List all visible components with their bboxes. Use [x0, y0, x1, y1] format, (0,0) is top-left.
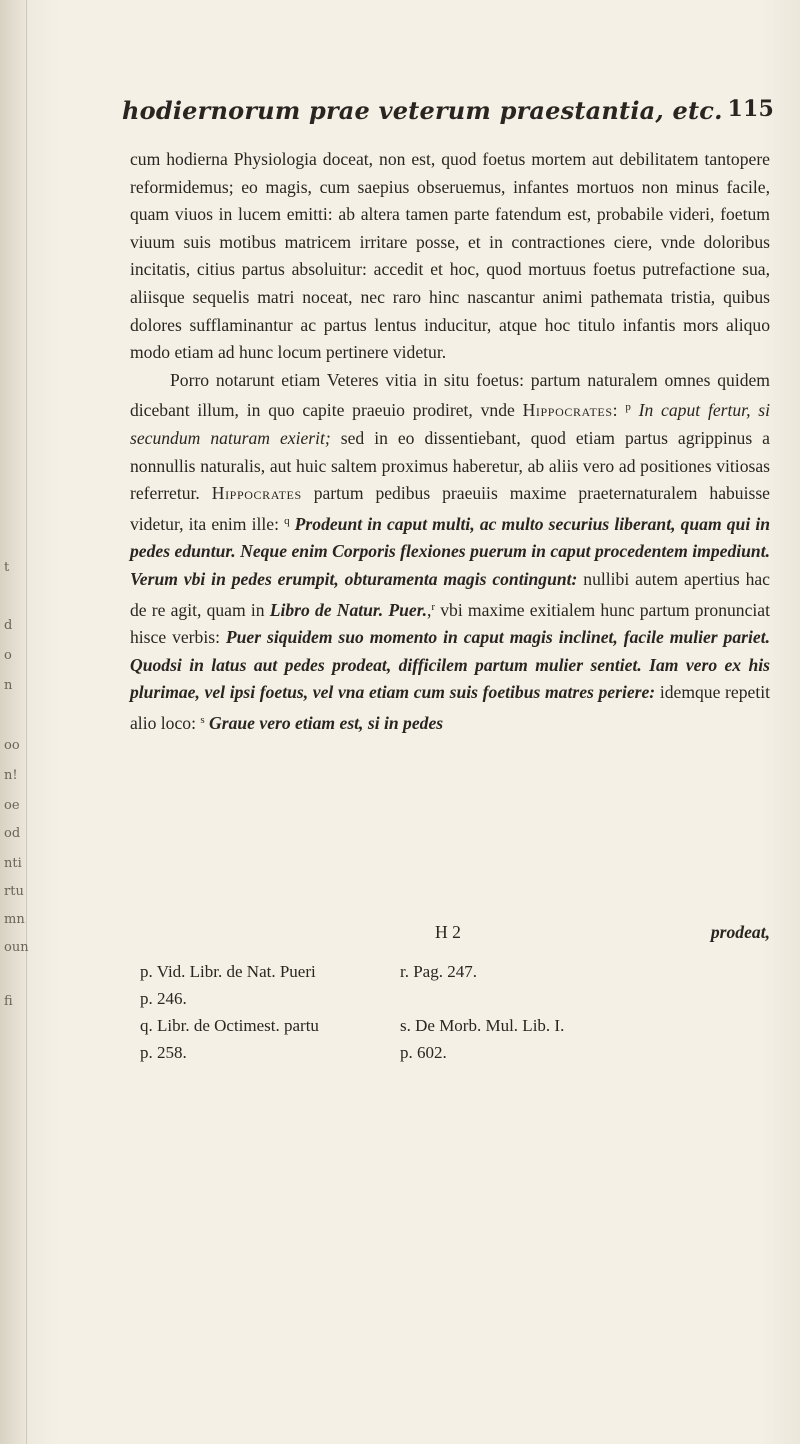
- footnote-p: p. Vid. Libr. de Nat. Pueri: [140, 962, 316, 981]
- paragraph-1: cum hodierna Physiologia doceat, non est, quod foetus mortem aut debilitatem tantopere reformidemus; eo magis, cum saepius obseruemus, infantes mortuos non minus facile, quam viuos in lucem emitti: ab altera tamen parte fatendum est, probabile videri, foetum viuum suis motibus matricem irritare posse, et in contractiones ciere, vnde doloribus incitatis, citius partus absoluitur: accedit et hoc, quod mortuus foetus putrefactione sua, aliisque sequelis matri noceat, nec raro hinc nascantur animi pathemata tristia, quibus dolores sufflaminantur ac partus lentus inducitur, atque hoc titulo infantis mors aliquo modo etiam ad hunc locum pertinere videtur.: [130, 149, 770, 363]
- text-run: Porro notarunt etiam Veteres vitia in situ foetus: partum naturalem omnes quidem dicebant illum, in quo capite praeuio prodiret, vnde: [130, 369, 770, 421]
- margin-fragment: nti: [4, 856, 22, 871]
- margin-fragment: oe: [4, 798, 20, 813]
- adjacent-page-edge: [0, 0, 27, 1444]
- margin-fragment: n!: [4, 768, 18, 783]
- footnote-ref-r: r: [431, 600, 436, 613]
- text-run: sed in eo dissentiebant, quod etiam partus agrippinus a nonnullis naturalis, aut huic saltem proximus haberetur, ab aliis vero ad positiones vitiosas referretur.: [130, 427, 770, 504]
- footnote-ref-s: s: [200, 713, 205, 726]
- quotation: In caput fertur, si secundum naturam exierit;: [130, 400, 770, 448]
- margin-fragment: d: [4, 618, 13, 633]
- text-run: nullibi autem apertius hac de re agit, quam in: [130, 568, 770, 620]
- work-title: Libro de Natur. Puer.: [269, 599, 427, 620]
- footnote-q: q. Libr. de Octimest. partu: [140, 1016, 319, 1035]
- margin-fragment: rtu: [4, 884, 24, 899]
- quotation: Graue vero etiam est, si in pedes: [209, 712, 444, 733]
- footnotes-left-column: [140, 958, 420, 1066]
- margin-fragment: oo: [4, 738, 20, 753]
- margin-fragment: n: [4, 678, 13, 693]
- footnote-ref-p: p: [625, 401, 631, 414]
- text-run: partum pedibus praeuiis maxime praeternaturalem habuisse videtur, ita enim ille:: [130, 483, 770, 534]
- margin-fragment: od: [4, 826, 21, 841]
- quotation: Puer siquidem suo momento in caput magis inclinet, facile mulier pariet. Quodsi in latus aut pedes prodeat, difficilem partum mulier sentiet. Iam vero ex his plurimae, vel ipsi foetus, vel vna etiam cum suis foetibus matres periere:: [130, 627, 770, 703]
- quotation: Prodeunt in caput multi, ac multo securius liberant, quam qui in pedes eduntur. Neque enim Corporis flexiones puerum in caput procedentem impediunt. Verum vbi in pedes erumpit, obturamenta magis contingunt:: [130, 513, 770, 589]
- footnote-s-cont: p. 602.: [400, 1043, 447, 1062]
- margin-fragment: fi: [4, 994, 13, 1009]
- author-name: Hippocrates: [211, 483, 302, 504]
- footnote-p-cont: p. 246.: [140, 989, 187, 1008]
- margin-fragment: mn: [4, 912, 25, 927]
- body-text: [130, 146, 770, 737]
- running-header: [122, 96, 774, 136]
- signature-mark: H 2: [435, 922, 461, 942]
- running-title: hodiernorum prae veterum praestantia, etc.: [122, 96, 723, 125]
- text-run: vbi maxime exitialem hunc partum pronunciat hisce verbis:: [130, 599, 770, 648]
- signature-line: [130, 922, 770, 950]
- page-number: 115: [727, 96, 774, 122]
- paragraph-2: Porro notarunt etiam Veteres vitia in situ foetus: partum naturalem omnes quidem dicebant illum, in quo capite praeuio prodiret, vnde Hippocrates: $^p$ In caput fertur, si secundum naturam exierit; sed in eo dissentiebant, quod etiam partus agrippinus a nonnullis naturalis, aut huic saltem proximus haberetur, ab aliis vero ad positiones vitiosas referretur. Hippocrates partum pedibus praeuiis maxime praeternaturalem habuisse videtur, ita enim ille: $^q$ Prodeunt in caput multi, ac multo securius liberant, quam qui in pedes eduntur. Neque enim Corporis flexiones puerum in caput procedentem impediunt. Verum vbi in pedes erumpit, obturamenta magis contingunt: nullibi autem apertius hac de re agit, quam in Libro de Natur. Puer.,$^r$ vbi maxime exitialem hunc partum pronunciat hisce verbis: Puer siquidem suo momento in caput magis inclinet, facile mulier pariet. Quodsi in latus aut pedes prodeat, difficilem partum mulier sentiet. Iam vero ex his plurimae, vel ipsi foetus, vel vna etiam cum suis foetibus matres periere: idemque repetit alio loco: $^s$ Graue vero etiam est, si in pedes: [130, 369, 770, 733]
- footnote-s: s. De Morb. Mul. Lib. I.: [400, 1016, 565, 1035]
- footnote-r: r. Pag. 247.: [400, 962, 477, 981]
- text-run: idemque repetit alio loco:: [130, 682, 770, 733]
- margin-fragment: oun: [4, 940, 29, 955]
- footnote-ref-q: q: [284, 514, 290, 527]
- margin-fragment: o: [4, 648, 12, 663]
- catchword: prodeat,: [710, 922, 770, 942]
- footnotes-right-column: [400, 958, 680, 1066]
- footnote-q-cont: p. 258.: [140, 1043, 187, 1062]
- footnote-spacer: [400, 985, 680, 1012]
- author-name: Hippocrates: [522, 400, 613, 421]
- margin-fragment: t: [4, 560, 10, 575]
